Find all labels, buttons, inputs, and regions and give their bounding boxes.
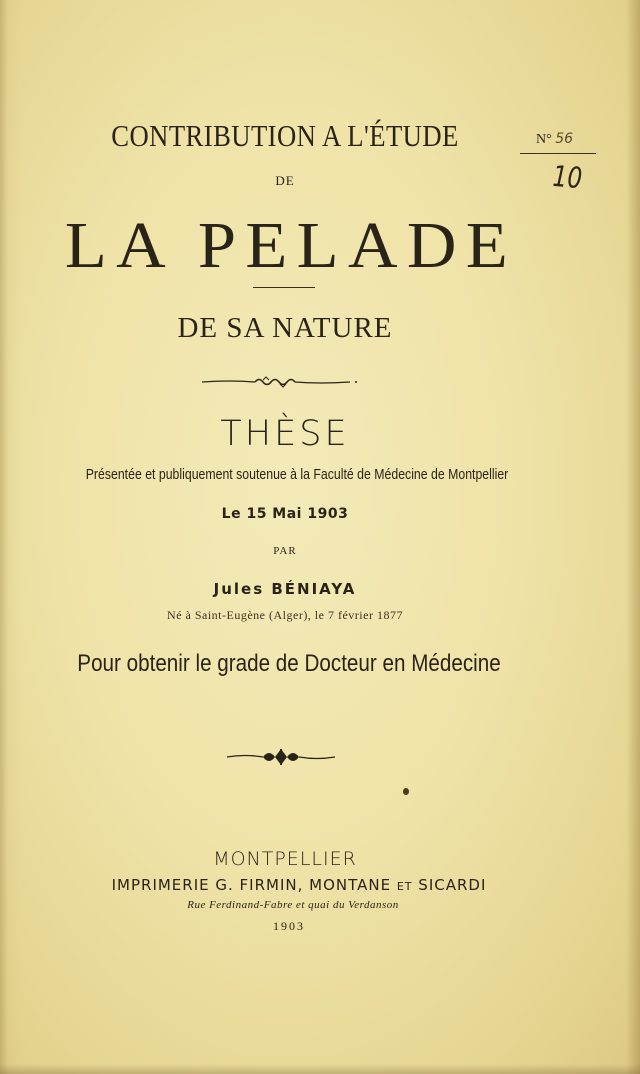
title-line: CONTRIBUTION A L'ÉTUDE (111, 118, 459, 153)
title-connector: DE (275, 173, 295, 188)
handwritten-number: 10 (551, 158, 584, 196)
page-edge-shadow (626, 0, 640, 1074)
ink-spot (403, 788, 409, 795)
imprint-address: Rue Ferdinand-Fabre et quai du Verdanson (187, 899, 399, 911)
document-type: THÈSE (220, 414, 350, 454)
catalog-number-rule (520, 153, 596, 154)
imprint-printer (14, 876, 584, 894)
presentation-line: Présentée et publiquement soutenue à la Faculté de Médecine de Montpellier (85, 466, 509, 483)
by-label: PAR (273, 545, 297, 557)
fleuron-icon (225, 745, 337, 769)
degree-line: Pour obtenir le grade de Docteur en Médecine (77, 650, 501, 677)
author-name: Jules BÉNIAYA (213, 580, 357, 598)
imprint-year: 1903 (273, 919, 305, 933)
catalog-number (536, 131, 573, 148)
defense-date: Le 15 Mai 1903 (221, 506, 349, 522)
author-birth: Né à Saint-Eugène (Alger), le 7 février 1877 (167, 608, 403, 622)
catalog-number-prefix: N° (536, 132, 552, 147)
imprint-city: MONTPELLIER (213, 848, 357, 870)
catalog-number-mark: 56 (555, 131, 574, 147)
title-rule (253, 287, 315, 288)
main-title: LA PELADE (64, 209, 518, 282)
imprint-printer-partner: SICARDI (418, 876, 487, 894)
page-bottom-shadow (0, 1064, 640, 1074)
ornament-divider-icon (200, 374, 360, 388)
imprint-printer-name: IMPRIMERIE G. FIRMIN, MONTANE (111, 876, 392, 894)
imprint-printer-et: ET (396, 880, 413, 893)
subtitle: DE SA NATURE (177, 312, 393, 344)
